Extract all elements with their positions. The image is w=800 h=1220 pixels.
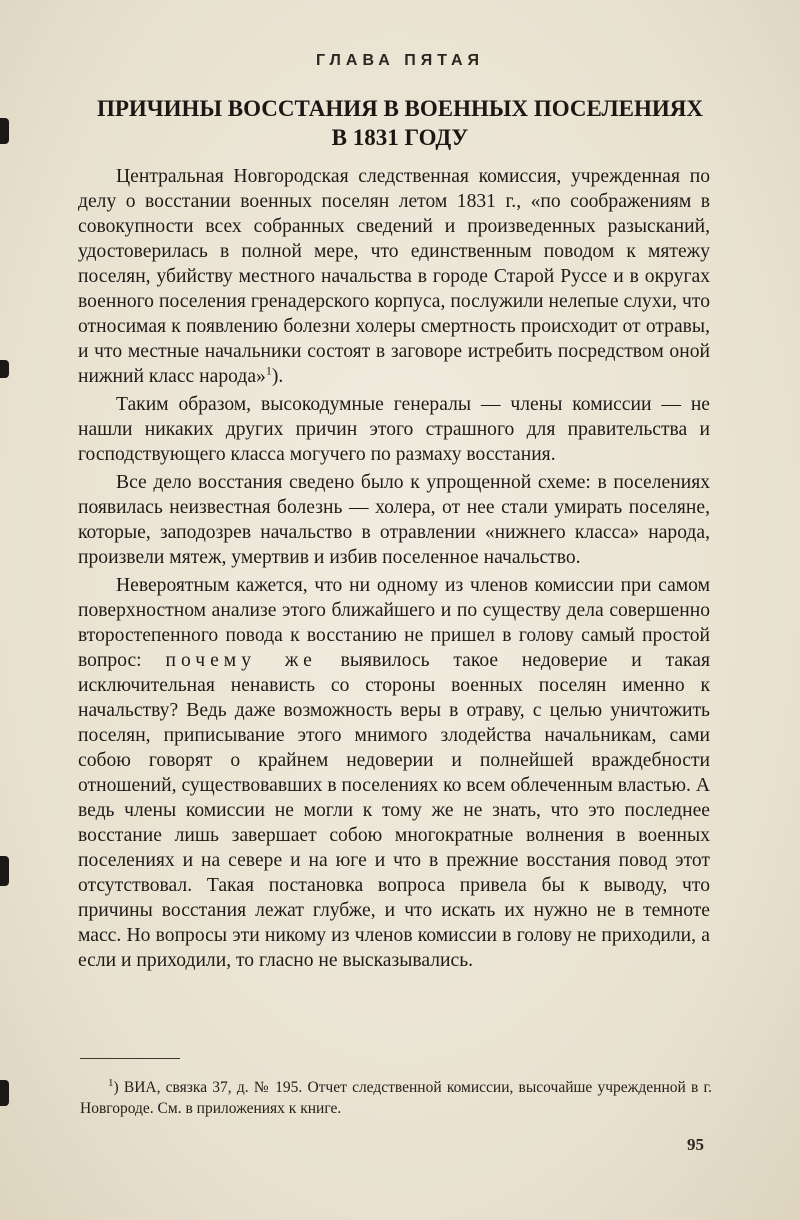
footnote-reference[interactable]: 1 [265,363,272,378]
paragraph-4 [78,573,710,973]
body-text [78,164,710,976]
paragraph-1 [78,164,710,389]
chapter-label: ГЛАВА ПЯТАЯ [315,52,485,69]
footnote [80,1077,712,1119]
paragraph-4-end: выявилось такое недоверие и такая исключительная ненависть со стороны военных поселян именно к начальству? Ведь даже возможность веры в отраву, с целью уничтожить поселян, приписывание этого мнимого злодейства начальникам, сами собою говорят о крайнем недоверии и полнейшей враждебности отношений, существовавших в поселениях ко всем облеченным властью. А ведь члены комиссии не могли к тому же не знать, что это последнее восстание лишь завершает собою многократные волнения в военных поселениях и на севере и на юге и что в прежние восстания повод этот отсутствовал. Такая постановка вопроса привела бы к выводу, что причины восстания лежат глубже, и что искать их нужно не в темноте масс. Но вопросы эти никому из членов комиссии в голову не приходили, а если и приходили, то гласно не высказывались. [78,650,710,971]
footnote-text: ) ВИА, связка 37, д. № 195. Отчет следственной комиссии, высочайше учрежденной в г. Новгороде. См. в приложениях к книге. [80,1079,712,1117]
chapter-title-line-1: ПРИЧИНЫ ВОССТАНИЯ В ВОЕННЫХ ПОСЕЛЕНИЯХ [96,96,704,121]
chapter-title-line-2: В 1831 ГОДУ [331,125,469,150]
paragraph-1-text: Центральная Новгородская следственная комиссия, учрежденная по делу о восстании военных поселян летом 1831 г., «по соображениям в совокупности всех собранных сведений и произведенных разысканий, удостоверилась в полной мере, что единственным поводом к мятежу поселян, убийству местного начальства в городе Старой Руссе и в округах военного поселения гренадерского корпуса, послужили нелепые слухи, что относимая к появлению болезни холеры смертность происходит от отравы, и что местные начальники состоят в заговоре истребить посредством оной нижний класс народа» [78,166,710,387]
paragraph-1-end: ). [271,366,284,387]
binding-edge-mark [0,856,9,886]
binding-edge-mark [0,1080,9,1106]
chapter-title [80,94,720,152]
paragraph-4-emphasis: почему же [165,650,317,671]
page-number: 95 [687,1135,704,1154]
footnote-mark: 1 [108,1076,114,1089]
paragraph-2: Таким образом, высокодумные генералы — члены комиссии — не нашли никаких других причин этого страшного для правительства и господствующего класса могучего по размаху восстания. [78,394,710,465]
binding-edge-mark [0,118,9,144]
paragraph-4-start: Невероятным кажется, что ни одному из членов комиссии при самом поверхностном анализе этого ближайшего и по существу дела совершенно второстепенного повода к восстанию не пришел в голову самый простой вопрос: [78,575,710,671]
binding-edge-mark [0,360,9,378]
paragraph-3: Все дело восстания сведено было к упрощенной схеме: в поселениях появилась неизвестная болезнь — холера, от нее стали умирать поселяне, которые, заподозрев начальство в отравлении «нижнего класса» народа, произвели мятеж, умертвив и избив поселенное начальство. [78,472,710,568]
footnote-divider [80,1058,180,1059]
